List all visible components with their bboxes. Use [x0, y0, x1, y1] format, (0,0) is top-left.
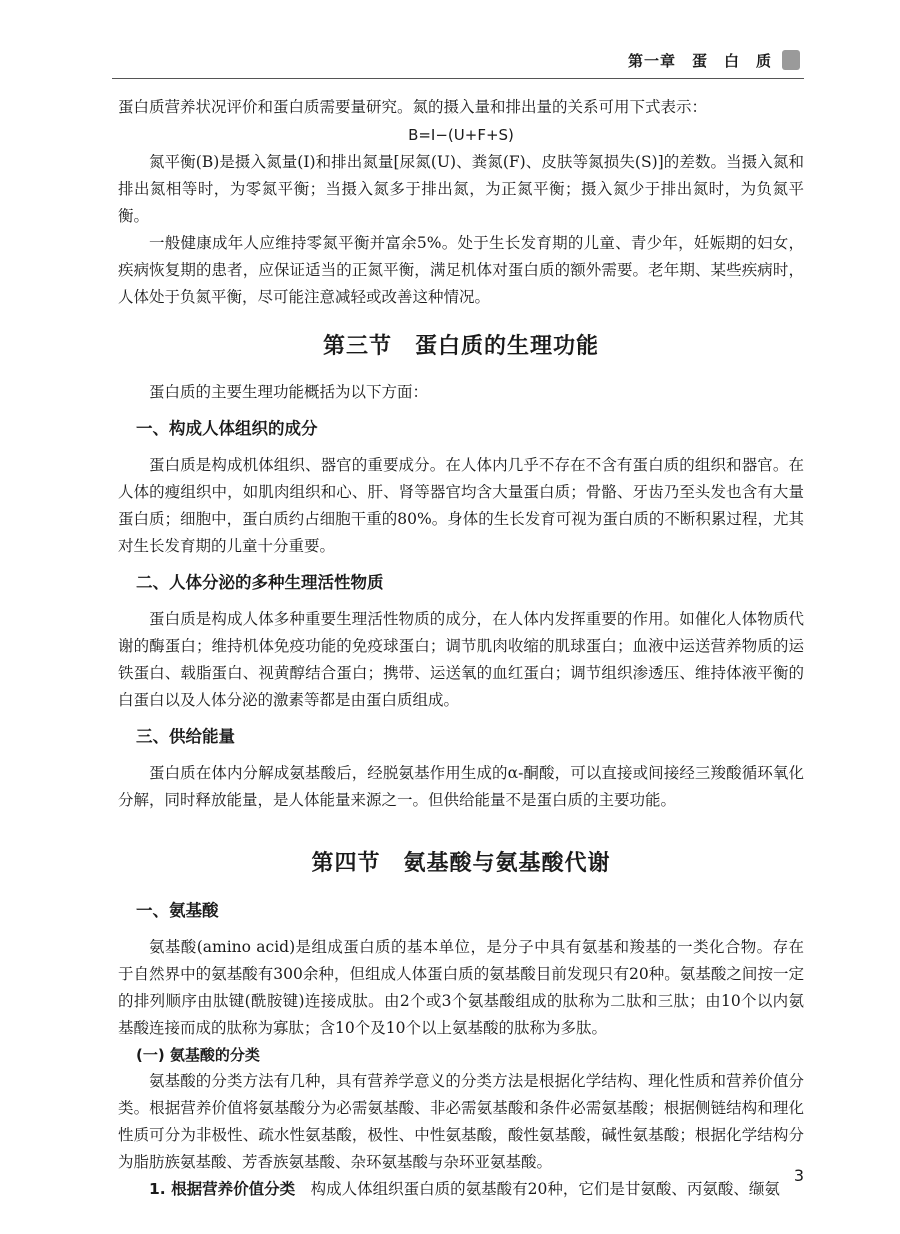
chapter-title: 第一章 蛋 白 质 [627, 52, 772, 70]
section-3-paragraph-2: 蛋白质是构成人体多种重要生理活性物质的成分，在人体内发挥重要的作用。如催化人体物质代谢的酶蛋白；维持机体免疫功能的免疫球蛋白；调节肌肉收缩的肌球蛋白；血液中运送营养物质的运铁蛋白、载脂蛋白、视黄醇结合蛋白；携带、运送氧的血红蛋白；调节组织渗透压、维持体液平衡的白蛋白以及人体分泌的激素等都是由蛋白质组成。 [118, 610, 804, 709]
section-3-heading-2: 二、人体分泌的多种生理活性物质 [136, 573, 384, 592]
section-4-paragraph-3-text: 构成人体组织蛋白质的氨基酸有20种，它们是甘氨酸、丙氨酸、缬氨 [310, 1180, 780, 1198]
page-number: 3 [793, 1166, 804, 1185]
section-4-title: 第四节 氨基酸与氨基酸代谢 [311, 850, 611, 876]
section-4-subheading-classification: (一) 氨基酸的分类 [136, 1046, 260, 1064]
section-3-title: 第三节 蛋白质的生理功能 [322, 333, 599, 359]
chapter-tab-icon [782, 50, 800, 70]
running-header [112, 44, 804, 79]
section-4-paragraph-2: 氨基酸的分类方法有几种，具有营养学意义的分类方法是根据化学结构、理化性质和营养价值分类。根据营养价值将氨基酸分为必需氨基酸、非必需氨基酸和条件必需氨基酸；根据侧链结构和理化性质可分为非极性、疏水性氨基酸，极性、中性氨基酸，酸性氨基酸，碱性氨基酸；根据化学结构分为脂肪族氨基酸、芳香族氨基酸、杂环氨基酸与杂环亚氨基酸。 [118, 1072, 804, 1171]
intro-paragraph-2: 氮平衡(B)是摄入氮量(I)和排出氮量[尿氮(U)、粪氮(F)、皮肤等氮损失(S)]的差数。当摄入氮和排出氮相等时，为零氮平衡；当摄入氮多于排出氮，为正氮平衡；摄入氮少于排出氮时，为负氮平衡。 [118, 153, 804, 225]
section-3-paragraph-3: 蛋白质在体内分解成氨基酸后，经脱氨基作用生成的α-酮酸，可以直接或间接经三羧酸循环氧化分解，同时释放能量，是人体能量来源之一。但供给能量不是蛋白质的主要功能。 [118, 764, 804, 809]
section-4-heading-1: 一、氨基酸 [136, 901, 219, 920]
section-3-heading-1: 一、构成人体组织的成分 [136, 419, 318, 438]
section-3-lead: 蛋白质的主要生理功能概括为以下方面： [149, 383, 429, 401]
section-4-paragraph-3 [118, 1176, 804, 1203]
nitrogen-balance-formula: B=I−(U+F+S) [408, 126, 514, 144]
intro-paragraph-3: 一般健康成年人应维持零氮平衡并富余5%。处于生长发育期的儿童、青少年，妊娠期的妇女，疾病恢复期的患者，应保证适当的正氮平衡，满足机体对蛋白质的额外需要。老年期、某些疾病时，人体处于负氮平衡，尽可能注意减轻或改善这种情况。 [118, 234, 804, 306]
section-4-paragraph-1: 氨基酸(amino acid)是组成蛋白质的基本单位，是分子中具有氨基和羧基的一类化合物。存在于自然界中的氨基酸有300余种，但组成人体蛋白质的氨基酸目前发现只有20种。氨基酸之间按一定的排列顺序由肽键(酰胺键)连接成肽。由2个或3个氨基酸组成的肽称为二肽和三肽；由10个以内氨基酸连接而成的肽称为寡肽；含10个及10个以上氨基酸的肽称为多肽。 [118, 938, 804, 1037]
run-in-heading: 1. 根据营养价值分类 [149, 1180, 296, 1198]
page-body [118, 94, 804, 1203]
section-3-heading-3: 三、供给能量 [136, 727, 235, 746]
intro-paragraph-1: 蛋白质营养状况评价和蛋白质需要量研究。氮的摄入量和排出量的关系可用下式表示： [118, 98, 708, 116]
section-3-paragraph-1: 蛋白质是构成机体组织、器官的重要成分。在人体内几乎不存在不含有蛋白质的组织和器官。在人体的瘦组织中，如肌肉组织和心、肝、肾等器官均含大量蛋白质；骨骼、牙齿乃至头发也含有大量蛋白质；细胞中，蛋白质约占细胞干重的80%。身体的生长发育可视为蛋白质的不断积累过程，尤其对生长发育期的儿童十分重要。 [118, 456, 804, 555]
